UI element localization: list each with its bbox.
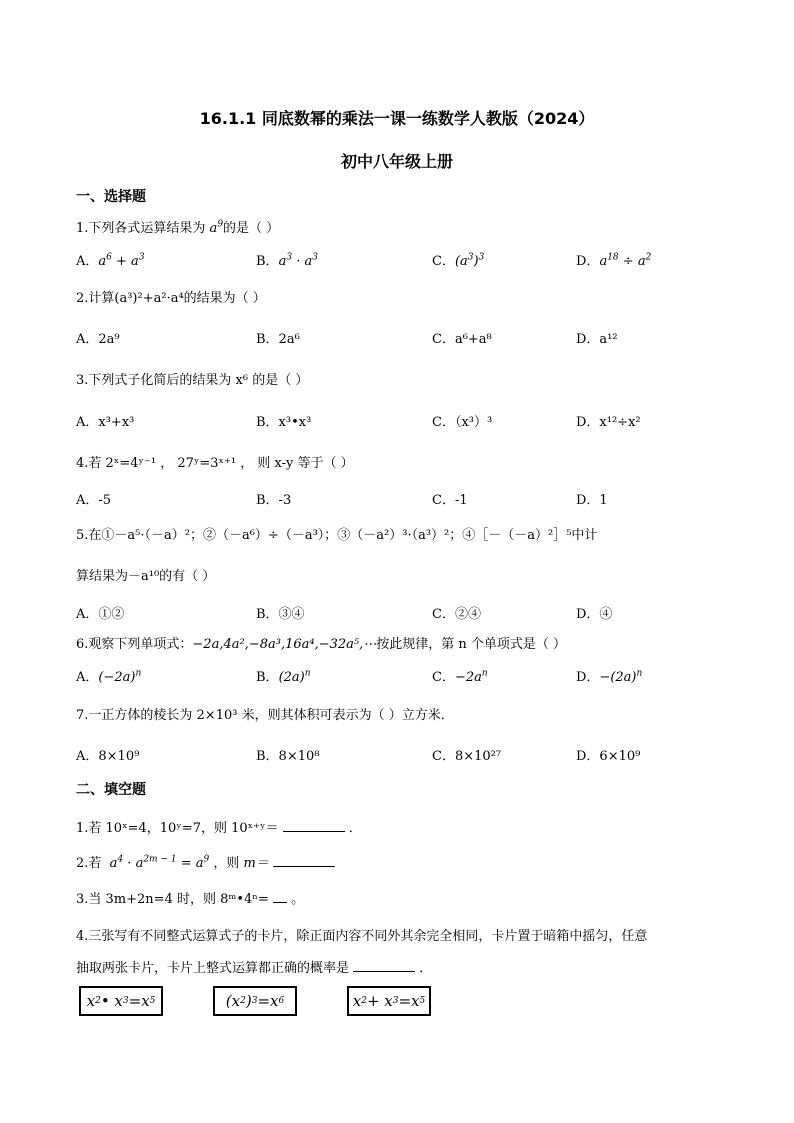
fill-1-stem: 1.若 10ˣ=4，10ʸ=7，则 10ˣ⁺ʸ＝ ． bbox=[76, 821, 362, 836]
question-7-option-b: B．8×10⁸ bbox=[256, 749, 320, 764]
question-7-option-c: C．8×10²⁷ bbox=[432, 749, 502, 764]
question-5-option-c: C．②④ bbox=[432, 607, 481, 622]
expression-card-3: x 2 + x 3 =x 5 bbox=[347, 986, 431, 1016]
question-5-option-b: B．③④ bbox=[256, 607, 305, 622]
expression-card-2: (x 2 ) 3 =x 6 bbox=[213, 986, 297, 1016]
question-2-option-c: C．a⁶+a⁸ bbox=[432, 332, 492, 347]
question-6-option-d: D．$-(2a)^n$ bbox=[576, 668, 643, 685]
question-6-option-b: B．$(2a)^n$ bbox=[256, 668, 311, 685]
question-7-option-a: A．8×10⁹ bbox=[76, 749, 140, 764]
question-2-option-a: A．2a⁹ bbox=[76, 332, 120, 347]
question-5-option-a: A．①② bbox=[76, 607, 125, 622]
question-1-option-b: B．$a^3 \cdot a^3$ bbox=[256, 252, 318, 269]
section-heading-fill: 二、填空题 bbox=[76, 782, 146, 798]
question-3-option-a: A．x³+x³ bbox=[76, 415, 135, 430]
fill-1-answer-blank[interactable] bbox=[283, 819, 345, 832]
question-4-option-b: B．-3 bbox=[256, 493, 292, 508]
document-subtitle: 初中八年级上册 bbox=[340, 152, 453, 171]
question-1-option-a: A．$a^6 + a^3$ bbox=[76, 252, 145, 269]
fill-4-stem-line-2: 抽取两张卡片，卡片上整式运算都正确的概率是 ． bbox=[76, 961, 433, 976]
fill-3-answer-blank[interactable] bbox=[273, 890, 287, 903]
question-4-option-a: A．-5 bbox=[76, 493, 112, 508]
question-1-option-c: C．$(a^3)^3$ bbox=[432, 252, 485, 269]
question-1-stem: 1.下列各式运算结果为 $a^9$的是（ ） bbox=[76, 219, 280, 236]
question-6-stem: 6.观察下列单项式：−2a,4a²,−8a³,16a⁴,−32a⁵,⋯按此规律，第 n 个单项式是（ ） bbox=[76, 637, 567, 652]
question-1-option-d: D．$a^{18} \div a^2$ bbox=[576, 252, 652, 269]
question-3-option-c: C．（x³）³ bbox=[432, 415, 493, 430]
question-5-stem-line-2: 算结果为－a¹⁰的有（ ） bbox=[76, 569, 216, 584]
fill-4-stem-line-1: 4.三张写有不同整式运算式子的卡片，除正面内容不同外其余完全相同，卡片置于暗箱中摇匀，任意 bbox=[76, 929, 648, 944]
question-4-stem: 4.若 2ˣ=4ʸ⁻¹ ， 27ʸ=3ˣ⁺¹ ， 则 x-y 等于（ ） bbox=[76, 456, 354, 471]
question-7-stem: 7.一正方体的棱长为 2×10³ 米，则其体积可表示为（ ）立方米． bbox=[76, 708, 454, 723]
question-4-option-c: C．-1 bbox=[432, 493, 468, 508]
question-3-option-b: B．x³•x³ bbox=[256, 415, 312, 430]
question-6-option-a: A．$(-2a)^n$ bbox=[76, 668, 142, 685]
fill-2-answer-blank[interactable] bbox=[273, 854, 335, 867]
question-2-option-b: B．2a⁶ bbox=[256, 332, 300, 347]
question-3-option-d: D．x¹²÷x² bbox=[576, 415, 641, 430]
question-5-stem-line-1: 5.在①－a⁵·（－a）²；②（－a⁶）÷（－a³）；③（－a²）³·（a³）²；④［－（－a）²］⁵中计 bbox=[76, 528, 598, 543]
question-5-option-d: D．④ bbox=[576, 607, 613, 622]
question-3-stem: 3.下列式子化简后的结果为 x⁶ 的是（ ） bbox=[76, 373, 309, 388]
question-2-stem: 2.计算(a³)²+a²·a⁴的结果为（ ） bbox=[76, 291, 266, 306]
question-7-option-d: D．6×10⁹ bbox=[576, 749, 641, 764]
document-title: 16.1.1 同底数幂的乘法一课一练数学人教版（2024） bbox=[199, 109, 595, 128]
fill-2-stem: 2.若 $a^4 \cdot a^{2m - 1} = a^9$ ，则 m＝ bbox=[76, 852, 335, 871]
question-2-option-d: D．a¹² bbox=[576, 332, 618, 347]
fill-3-stem: 3.当 3m+2n=4 时，则 8ᵐ•4ⁿ= 。 bbox=[76, 892, 305, 907]
question-6-option-c: C．$-2a^n$ bbox=[432, 668, 488, 685]
fill-4-answer-blank[interactable] bbox=[353, 959, 415, 972]
question-4-option-d: D．1 bbox=[576, 493, 608, 508]
expression-card-1: x 2 • x 3 =x 5 bbox=[79, 986, 163, 1016]
section-heading-choice: 一、选择题 bbox=[76, 189, 146, 205]
